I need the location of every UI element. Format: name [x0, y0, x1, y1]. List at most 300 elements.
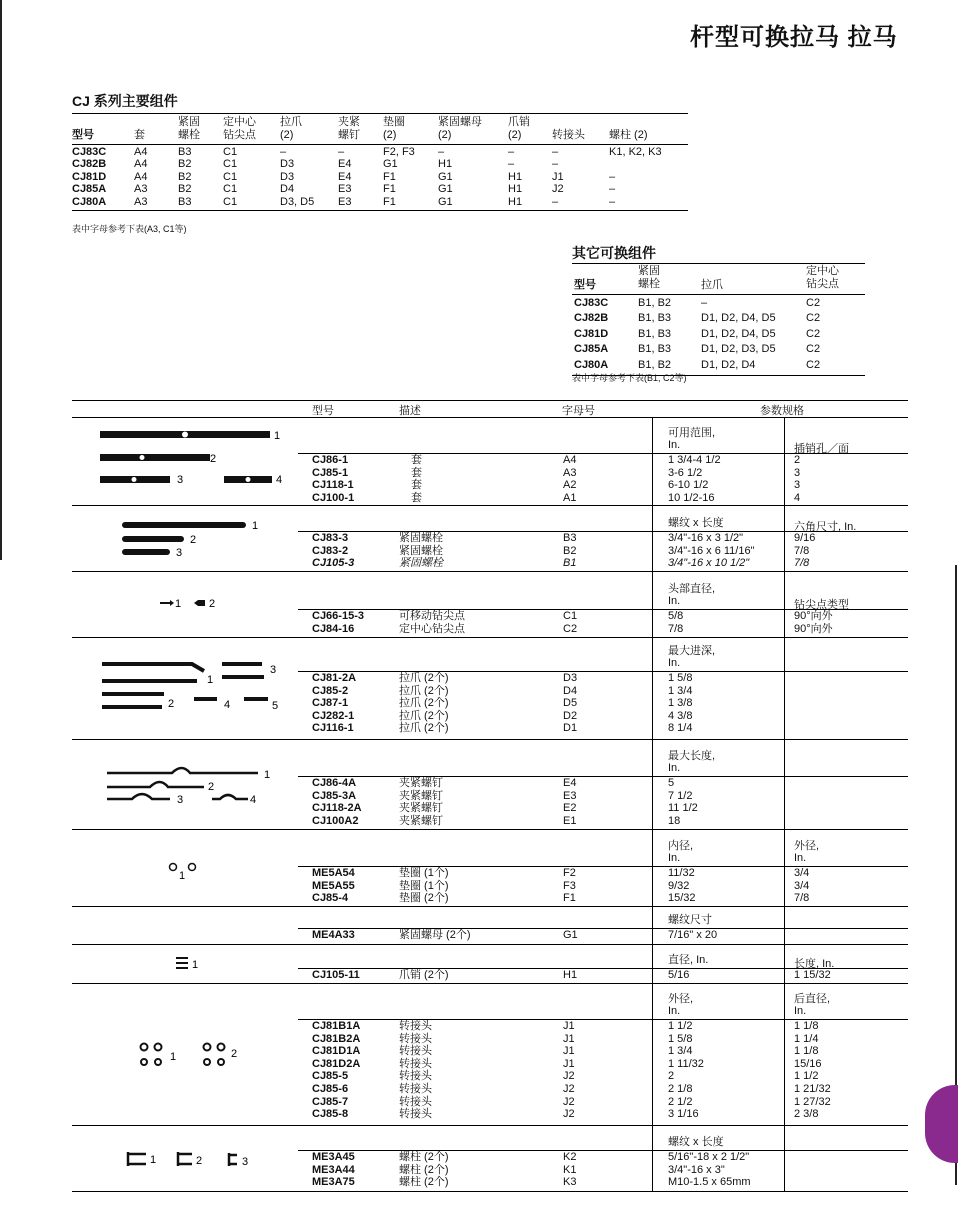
table-row [298, 1083, 908, 1096]
table-cell: 7/8 [668, 622, 684, 635]
callout-2: 2 [196, 1155, 203, 1167]
table-cell: E3 [338, 195, 352, 208]
section-rows [298, 531, 908, 570]
table-cell: B3 [178, 146, 192, 158]
table-cell: CJ100-1 [312, 491, 355, 504]
spec-header: 最大进深, In. [668, 645, 716, 669]
callout-1: 1 [175, 598, 182, 610]
spec-header: 最大长度, In. [668, 750, 716, 774]
callout-1: 1 [192, 959, 199, 971]
table-cell: CJ80A [72, 195, 107, 208]
table-cell: C1 [223, 146, 238, 158]
table-cell: F1 [383, 183, 396, 196]
table-cell: – [609, 183, 616, 196]
table-cell: B1, B2 [638, 297, 672, 309]
section-rows [298, 928, 908, 942]
callout-3: 3 [176, 547, 183, 559]
table-cell: D4 [280, 183, 295, 196]
column-header: 紧固螺母 (2) [438, 116, 482, 141]
column-header: 夹紧 螺钉 [338, 116, 360, 141]
table-row [298, 685, 908, 698]
table-cell: 11 1/2 [668, 802, 698, 815]
table-cell: A3 [134, 183, 148, 196]
table-cell: 拉爪 (2个) [399, 684, 449, 697]
table-cell: A1 [563, 491, 577, 504]
table-cell: A4 [134, 146, 148, 158]
table-cell: 垫圈 (1个) [399, 867, 449, 879]
table-cell: 定中心钻尖点 [399, 622, 465, 635]
table-cell: 套 [411, 454, 422, 466]
other-components-note: 表中字母参考下表(B1, C2等) [572, 373, 687, 383]
callout-2: 2 [208, 781, 215, 793]
table-cell: CJ80A [574, 358, 609, 371]
table-cell: J2 [563, 1082, 575, 1095]
parts-table-header [72, 400, 908, 418]
table-cell: G1 [383, 158, 398, 171]
table-row [572, 296, 865, 311]
table-cell: – [552, 146, 559, 158]
table-cell: A4 [134, 170, 148, 183]
table-cell: CJ83-2 [312, 544, 349, 557]
table-row [298, 545, 908, 558]
table-cell: – [280, 146, 287, 158]
column-header: 套 [134, 129, 145, 141]
table-cell: 3/4"-16 x 3 1/2" [668, 532, 744, 544]
callout-1: 1 [179, 870, 186, 882]
table-cell: 5 [668, 777, 675, 789]
table-cell: J1 [552, 170, 564, 183]
table-cell: 90°向外 [794, 622, 833, 635]
callout-1: 1 [252, 520, 259, 532]
table-row [298, 1070, 908, 1083]
table-cell: 1 27/32 [794, 1095, 831, 1108]
spec-header: 螺纹尺寸 [668, 914, 712, 926]
table-cell: CJ81D1A [312, 1045, 361, 1058]
table-row [72, 196, 688, 208]
main-components-table [72, 113, 688, 211]
table-cell: 夹紧螺钉 [399, 814, 443, 827]
table-cell: CJ83C [72, 146, 107, 158]
table-cell: J2 [563, 1070, 575, 1083]
table-cell: 1 1/2 [668, 1020, 693, 1032]
table-cell: 转接头 [399, 1045, 432, 1058]
table-cell: F1 [383, 170, 396, 183]
table-row [298, 777, 908, 790]
table-cell: J2 [563, 1108, 575, 1121]
table-cell: – [701, 297, 708, 309]
section-rows [298, 1150, 908, 1189]
section-rows [298, 866, 908, 905]
table-cell: G1 [438, 170, 453, 183]
parts-section [72, 571, 908, 638]
callout-3: 3 [177, 474, 184, 486]
callout-3: 3 [177, 794, 184, 806]
left-border [0, 0, 2, 560]
table-cell: 3/4"-16 x 6 11/16" [668, 544, 755, 557]
column-header: 爪销 (2) [508, 116, 530, 141]
section-tab [925, 1085, 958, 1163]
table-cell: D3 [280, 170, 295, 183]
table-cell: CJ82B [72, 158, 107, 171]
table-cell: B1 [563, 557, 577, 570]
callout-2: 2 [190, 534, 197, 546]
table-cell: 转接头 [399, 1070, 432, 1083]
table-cell: CJ81D [574, 327, 609, 340]
table-cell: C2 [806, 312, 821, 325]
column-header: 拉爪 [701, 279, 723, 291]
table-row [298, 1151, 908, 1164]
callout-1: 1 [170, 1051, 177, 1063]
table-cell: B3 [563, 532, 577, 544]
table-cell: J1 [563, 1032, 575, 1045]
table-cell: 1 1/8 [794, 1020, 819, 1032]
section-rows [298, 968, 908, 982]
table-cell: 2 1/8 [668, 1082, 693, 1095]
table-cell: 螺柱 (2个) [399, 1176, 449, 1189]
spec-header-2: 插销孔／面 [794, 443, 849, 455]
table-cell: C2 [806, 327, 821, 340]
table-cell: CJ100A2 [312, 814, 359, 827]
table-row [298, 610, 908, 623]
table-cell: CJ85A [72, 183, 107, 196]
table-cell: 90°向外 [794, 610, 833, 622]
table-cell: CJ81D [72, 170, 107, 183]
callout-2: 2 [168, 698, 175, 710]
table-row [298, 467, 908, 480]
header-model: 型号 [312, 405, 334, 417]
table-cell: B2 [563, 544, 577, 557]
table-cell: D2 [563, 709, 578, 722]
table-cell: 转接头 [399, 1095, 432, 1108]
table-cell: ME5A54 [312, 867, 355, 879]
page-title: 杆型可换拉马 拉马 [690, 24, 898, 51]
table-cell: F2, F3 [383, 146, 415, 158]
table-row [298, 557, 908, 570]
parts-section [72, 739, 908, 830]
parts-section [72, 829, 908, 907]
table-cell: H1 [508, 195, 523, 208]
section-rows [298, 1019, 908, 1121]
table-cell: CJ81D2A [312, 1057, 361, 1070]
table-cell: B1, B2 [638, 358, 672, 371]
table-cell: 1 3/4-4 1/2 [668, 454, 721, 466]
table-cell: 螺柱 (2个) [399, 1163, 449, 1176]
column-header: 螺柱 (2) [609, 129, 648, 141]
table-cell: CJ81-2A [312, 672, 357, 684]
table-cell: F2 [563, 867, 576, 879]
table-cell: 5/16"-18 x 2 1/2" [668, 1151, 750, 1163]
spec-header-2: 长度, In. [794, 958, 835, 970]
table-cell: K1, K2, K3 [609, 146, 662, 158]
part-illustration [72, 906, 298, 944]
table-cell: F1 [563, 892, 576, 905]
table-cell: 紧固螺栓 [399, 544, 443, 557]
column-header: 定中心 钻尖点 [806, 265, 839, 290]
table-cell: 3 [794, 479, 801, 492]
table-cell: 1 1/8 [794, 1045, 819, 1058]
table-cell: CJ87-1 [312, 697, 349, 710]
spec-header-2: 后直径, In. [794, 993, 831, 1017]
table-header [572, 263, 865, 294]
table-cell: 1 21/32 [794, 1082, 831, 1095]
table-cell: 8 1/4 [668, 722, 693, 735]
table-cell: E1 [563, 814, 577, 827]
table-cell: K3 [563, 1176, 577, 1189]
table-row [298, 867, 908, 880]
column-header: 垫圈 (2) [383, 116, 405, 141]
table-cell: 7 1/2 [668, 789, 693, 802]
table-cell: C1 [563, 610, 578, 622]
callout-1: 1 [207, 674, 214, 686]
table-cell: 1 1/2 [794, 1070, 819, 1083]
table-row [298, 802, 908, 815]
table-cell: 7/8 [794, 557, 810, 570]
column-header: 定中心 钻尖点 [223, 116, 256, 141]
table-cell: 紧固螺母 (2个) [399, 929, 471, 941]
table-cell: 3-6 1/2 [668, 466, 703, 479]
column-header: 型号 [72, 129, 94, 141]
parts-section [72, 1125, 908, 1192]
table-cell: E2 [563, 802, 577, 815]
table-row [298, 672, 908, 685]
table-cell: ME3A75 [312, 1176, 355, 1189]
part-illustration [72, 505, 298, 571]
table-body [572, 294, 865, 376]
table-cell: A4 [134, 158, 148, 171]
table-cell: 紧固螺栓 [399, 532, 443, 544]
parts-section [72, 944, 908, 984]
table-row [298, 623, 908, 636]
table-cell: D4 [563, 684, 578, 697]
table-cell: 拉爪 (2个) [399, 722, 449, 735]
table-cell: CJ81B2A [312, 1032, 361, 1045]
table-cell: – [438, 146, 445, 158]
table-row [572, 311, 865, 326]
table-cell: 拉爪 (2个) [399, 672, 449, 684]
table-cell: 套 [411, 466, 422, 479]
table-row [298, 1176, 908, 1189]
table-cell: M10-1.5 x 65mm [668, 1176, 751, 1189]
table-cell: H1 [438, 158, 453, 171]
callout-2: 2 [231, 1048, 238, 1060]
table-cell: ME3A45 [312, 1151, 355, 1163]
table-cell: H1 [563, 969, 578, 981]
parts-section [72, 906, 908, 945]
table-cell: G1 [438, 195, 453, 208]
table-cell: C1 [223, 158, 238, 171]
table-cell: K1 [563, 1163, 577, 1176]
section-rows [298, 776, 908, 827]
table-cell: 3 [794, 466, 801, 479]
spec-header: 可用范围, In. [668, 427, 716, 451]
main-components-note: 表中字母参考下表(A3, C1等) [72, 224, 187, 234]
table-cell: – [508, 158, 515, 171]
table-row [298, 1108, 908, 1121]
table-cell: 转接头 [399, 1108, 432, 1121]
spec-header: 内径, In. [668, 840, 694, 864]
table-row [298, 790, 908, 803]
spec-header: 螺纹 x 长度 [668, 517, 724, 529]
table-cell: B1, B3 [638, 343, 672, 356]
spec-header-2: 外径, In. [794, 840, 820, 864]
table-cell: E3 [563, 789, 577, 802]
parts-section [72, 637, 908, 740]
column-header: 型号 [574, 279, 596, 291]
table-row [298, 1020, 908, 1033]
table-cell: B1, B3 [638, 312, 672, 325]
table-row [72, 171, 688, 183]
table-row [298, 1164, 908, 1177]
spec-header: 螺纹 x 长度 [668, 1136, 724, 1148]
table-cell: ME3A44 [312, 1163, 355, 1176]
table-row [72, 146, 688, 158]
table-cell: 夹紧螺钉 [399, 789, 443, 802]
table-cell: F3 [563, 879, 576, 892]
table-header [72, 113, 688, 144]
callout-1: 1 [274, 430, 281, 442]
table-row [298, 1058, 908, 1071]
part-illustration [72, 829, 298, 906]
table-cell: 11/32 [668, 867, 695, 879]
table-row [298, 815, 908, 828]
column-header: 拉爪 (2) [280, 116, 302, 141]
table-cell: CJ86-4A [312, 777, 357, 789]
table-cell: – [508, 146, 515, 158]
table-cell: 3/4 [794, 879, 810, 892]
table-cell: G1 [563, 929, 578, 941]
table-cell: 3 1/16 [668, 1108, 699, 1121]
table-row [298, 722, 908, 735]
table-cell: H1 [508, 183, 523, 196]
table-cell: 3/4"-16 x 3" [668, 1163, 725, 1176]
table-cell: A3 [563, 466, 577, 479]
table-cell: J1 [563, 1057, 575, 1070]
table-row [298, 880, 908, 893]
table-cell: B2 [178, 158, 192, 171]
table-cell: 1 5/8 [668, 1032, 693, 1045]
table-cell: J1 [563, 1045, 575, 1058]
section-rows [298, 453, 908, 504]
table-cell: 转接头 [399, 1032, 432, 1045]
table-row [298, 710, 908, 723]
table-row [298, 697, 908, 710]
table-cell: 10 1/2-16 [668, 491, 715, 504]
table-cell: 15/32 [668, 892, 696, 905]
part-illustration [72, 637, 298, 739]
other-components-table [572, 263, 865, 376]
table-cell: CJ85-6 [312, 1082, 349, 1095]
table-cell: CJ85-3A [312, 789, 357, 802]
table-cell: E4 [338, 170, 352, 183]
callout-4: 4 [224, 699, 231, 711]
table-row [298, 892, 908, 905]
table-cell: E3 [338, 183, 352, 196]
table-cell: CJ82B [574, 312, 609, 325]
table-cell: 5/16 [668, 969, 690, 981]
header-letter: 字母号 [562, 405, 595, 417]
table-cell: CJ118-2A [312, 802, 362, 815]
table-cell: CJ85A [574, 343, 609, 356]
table-cell: CJ85-5 [312, 1070, 349, 1083]
table-cell: C1 [223, 170, 238, 183]
table-cell: B2 [178, 183, 192, 196]
table-cell: CJ118-1 [312, 479, 354, 492]
callout-1: 1 [150, 1154, 157, 1166]
table-cell: 18 [668, 814, 681, 827]
table-cell: D1, D2, D3, D5 [701, 343, 776, 356]
table-cell: J1 [563, 1020, 575, 1032]
table-cell: 4 3/8 [668, 709, 693, 722]
other-components-title: 其它可换组件 [572, 245, 656, 261]
table-cell: 2 3/8 [794, 1108, 819, 1121]
table-cell: H1 [508, 170, 523, 183]
table-cell: C1 [223, 183, 238, 196]
table-cell: G1 [438, 183, 453, 196]
table-cell: CJ83C [574, 297, 609, 309]
table-cell: CJ85-4 [312, 892, 349, 905]
table-cell: 垫圈 (2个) [399, 892, 449, 905]
header-desc: 描述 [399, 405, 421, 417]
table-row [298, 492, 908, 505]
header-spec: 参数规格 [760, 405, 804, 417]
table-cell: 夹紧螺钉 [399, 777, 443, 789]
table-cell: 7/16" x 20 [668, 929, 718, 941]
table-cell: CJ85-8 [312, 1108, 349, 1121]
parts-section [72, 983, 908, 1126]
table-cell: 9/16 [794, 532, 816, 544]
callout-1: 1 [264, 769, 271, 781]
table-cell: 5/8 [668, 610, 684, 622]
parts-section [72, 505, 908, 572]
table-cell: E4 [563, 777, 577, 789]
table-body [72, 144, 688, 211]
table-cell: D3 [563, 672, 578, 684]
table-cell: E4 [338, 158, 352, 171]
table-cell: D3, D5 [280, 195, 315, 208]
table-cell: CJ85-7 [312, 1095, 349, 1108]
spec-header: 直径, In. [668, 954, 709, 966]
table-cell: 拉爪 (2个) [399, 709, 449, 722]
table-cell: 1 3/4 [668, 684, 693, 697]
table-cell: CJ86-1 [312, 454, 349, 466]
table-cell: J2 [552, 183, 564, 196]
table-cell: 7/8 [794, 544, 810, 557]
callout-2: 2 [209, 598, 216, 610]
part-illustration [72, 944, 298, 983]
table-cell: – [609, 170, 616, 183]
table-cell: 垫圈 (1个) [399, 879, 449, 892]
part-illustration [72, 1125, 298, 1191]
table-cell: 1 15/32 [794, 969, 831, 981]
table-cell: CJ85-1 [312, 466, 349, 479]
main-components-title: CJ 系列主要组件 [72, 93, 178, 109]
table-cell: 转接头 [399, 1082, 432, 1095]
table-cell: CJ81B1A [312, 1020, 361, 1032]
table-row [572, 327, 865, 342]
table-row [298, 929, 908, 942]
table-cell: 2 [794, 454, 801, 466]
table-cell: 3/4"-16 x 10 1/2" [668, 557, 750, 570]
table-cell: C2 [806, 297, 821, 309]
table-cell: – [552, 158, 559, 171]
table-cell: 1 11/32 [668, 1057, 704, 1070]
table-cell: K2 [563, 1151, 577, 1163]
table-cell: D1, D2, D4 [701, 358, 756, 371]
section-rows [298, 671, 908, 735]
table-cell: D1, D2, D4, D5 [701, 327, 776, 340]
table-cell: C2 [806, 343, 821, 356]
spec-header-2: 钻尖点类型 [794, 599, 849, 611]
